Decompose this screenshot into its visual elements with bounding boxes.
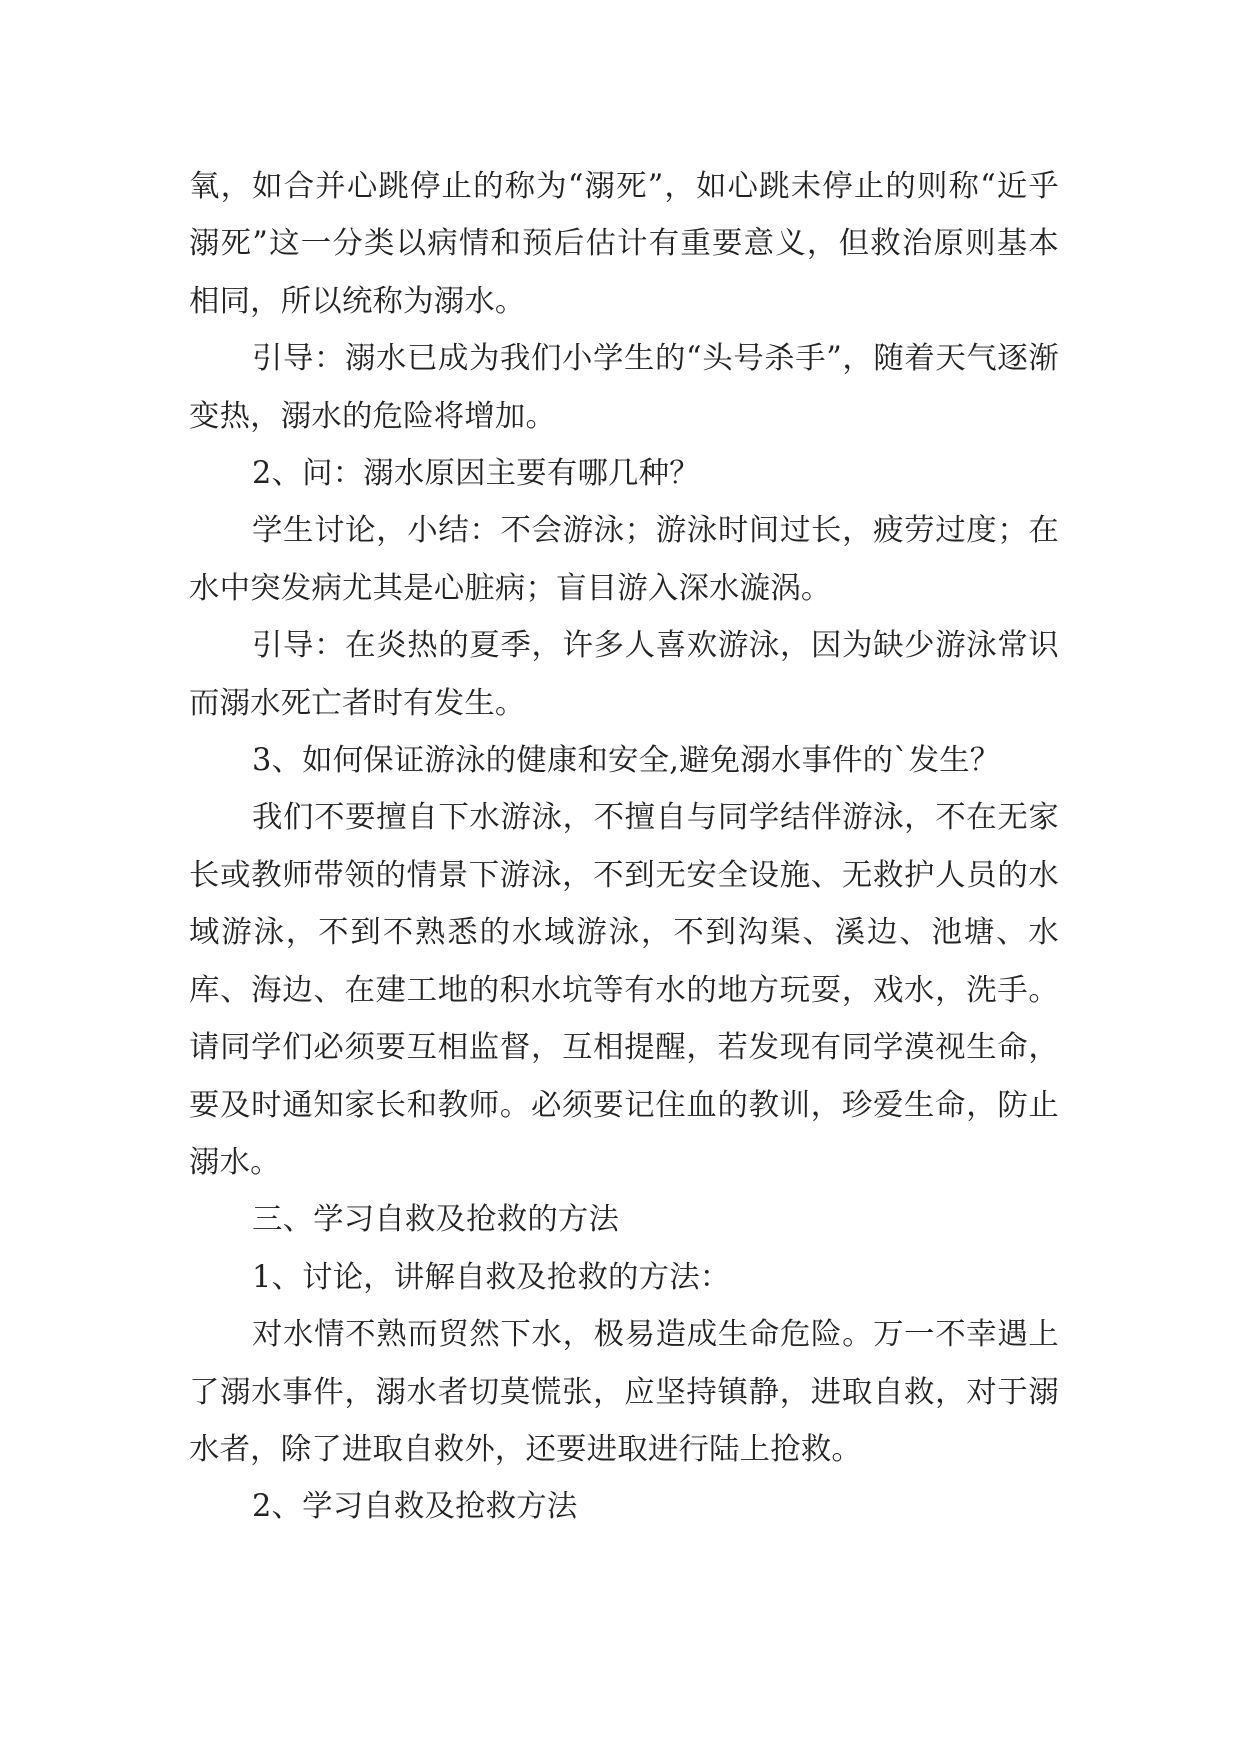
document-page [189,158,1059,1536]
paragraph-6: 3、如何保证游泳的健康和安全,避免溺水事件的`发生？ [252,743,1001,779]
paragraph-10: 对水情不熟而贸然下水，极易造成生命危险。万一不幸遇上了溺水事件，溺水者切莫慌张，应坚持镇静，进取自救，对于溺水者，除了进取自救外，还要进取进行陆上抢救。 [189,1317,1059,1467]
section-heading: 三、学习自救及抢救的方法 [252,1202,620,1238]
paragraph-7: 我们不要擅自下水游泳，不擅自与同学结伴游泳，不在无家长或教师带领的情景下游泳，不到无安全设施、无救护人员的水域游泳，不到不熟悉的水域游泳，不到沟渠、溪边、池塘、水库、海边、在建工地的积水坑等有水的地方玩耍，戏水，洗手。请同学们必须要互相监督，互相提醒，若发现有同学漠视生命，要及时通知家长和教师。必须要记住血的教训，珍爱生命，防止溺水。 [189,800,1059,1180]
paragraph-9: 1、讨论，讲解自救及抢救的方法： [252,1259,731,1295]
paragraph-2: 引导：溺水已成为我们小学生的“头号杀手”，随着天气逐渐变热，溺水的危险将增加。 [189,341,1059,434]
paragraph-11: 2、学习自救及抢救方法 [252,1489,578,1525]
paragraph-5: 引导：在炎热的夏季，许多人喜欢游泳，因为缺少游泳常识而溺水死亡者时有发生。 [189,628,1059,721]
paragraph-3: 2、问：溺水原因主要有哪几种？ [252,456,700,492]
paragraph-1: 氧，如合并心跳停止的称为“溺死”，如心跳未停止的则称“近乎溺死”这一分类以病情和预后估计有重要意义，但救治原则基本相同，所以统称为溺水。 [189,169,1059,319]
paragraph-4: 学生讨论，小结：不会游泳；游泳时间过长，疲劳过度；在水中突发病尤其是心脏病；盲目游入深水漩涡。 [189,513,1059,606]
